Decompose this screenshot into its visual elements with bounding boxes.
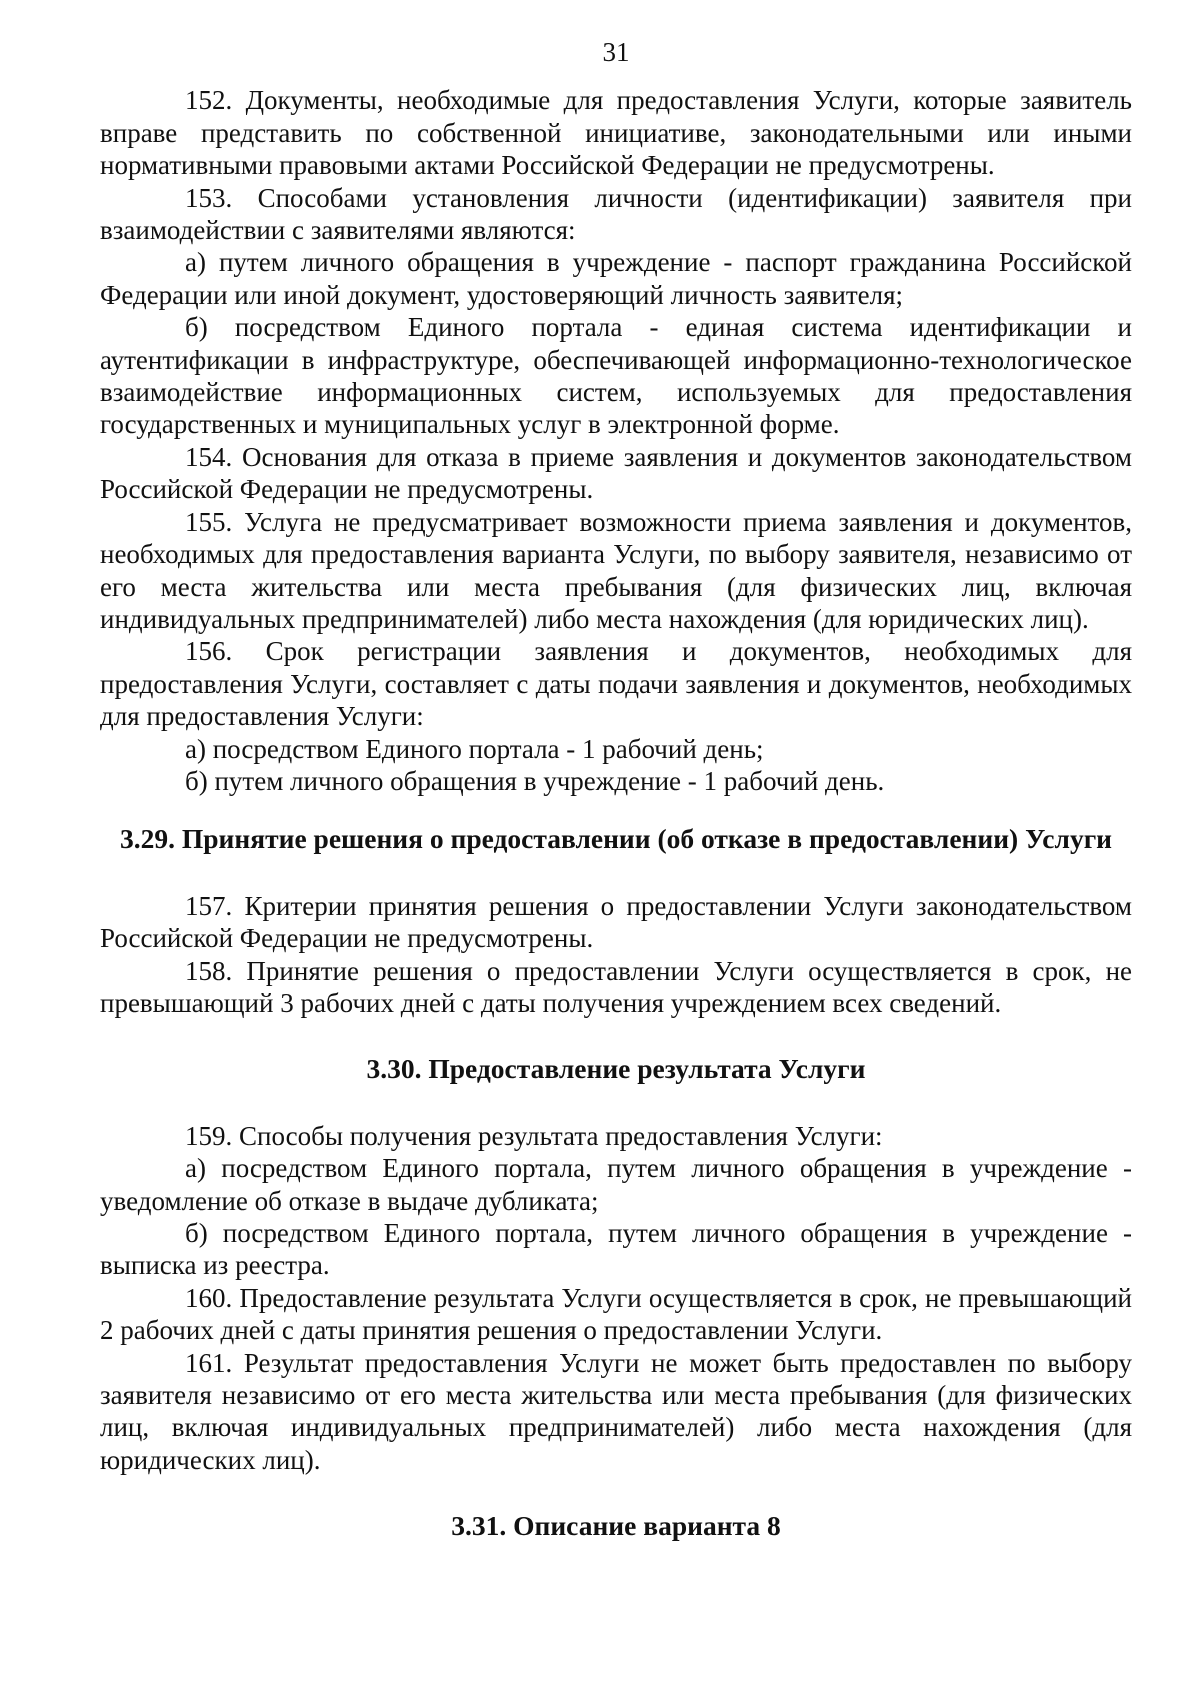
page-number: 31 <box>602 37 630 67</box>
section-heading-3-31: 3.31. Описание варианта 8 <box>451 1510 781 1542</box>
paragraph-156-a: а) посредством Единого портала - 1 рабочий день; <box>185 733 764 764</box>
paragraph-153-a: а) путем личного обращения в учреждение - паспорт гражданина Российской Федерации или иной документ, удостоверяющий личность заявителя; <box>100 247 1132 310</box>
paragraph-153-b: б) посредством Единого портала - единая система идентификации и аутентификации в инфраструктуре, обеспечивающей информационно-технологическое взаимодействие информационных систем, используемых для предоставления государственных и муниципальных услуг в электронной форме. <box>100 312 1132 440</box>
paragraph-152: 152. Документы, необходимые для предоставления Услуги, которые заявитель вправе представить по собственной инициативе, законодательными или иными нормативными правовыми актами Российской Федерации не предусмотрены. <box>100 85 1132 181</box>
paragraph-159-b: б) посредством Единого портала, путем личного обращения в учреждение - выписка из реестра. <box>100 1218 1132 1281</box>
section-heading-3-30: 3.30. Предоставление результата Услуги <box>366 1053 866 1085</box>
paragraph-156-b: б) путем личного обращения в учреждение - 1 рабочий день. <box>185 765 885 796</box>
section-heading-3-29: 3.29. Принятие решения о предоставлении (об отказе в предоставлении) Услуги <box>119 823 1113 855</box>
paragraph-157: 157. Критерии принятия решения о предоставлении Услуги законодательством Российской Федерации не предусмотрены. <box>100 890 1132 954</box>
paragraph-158: 158. Принятие решения о предоставлении Услуги осуществляется в срок, не превышающий 3 рабочих дней с даты получения учреждением всех сведений. <box>100 955 1132 1018</box>
paragraph-161: 161. Результат предоставления Услуги не может быть предоставлен по выбору заявителя независимо от его места жительства или места пребывания (для физических лиц, включая индивидуальных предпринимателей) либо места нахождения (для юридических лиц). <box>100 1347 1132 1475</box>
paragraph-153: 153. Способами установления личности (идентификации) заявителя при взаимодействии с заявителями являются: <box>100 182 1132 246</box>
document-page <box>100 36 1132 1543</box>
paragraph-159: 159. Способы получения результата предоставления Услуги: <box>185 1120 883 1151</box>
paragraph-154: 154. Основания для отказа в приеме заявления и документов законодательством Российской Федерации не предусмотрены. <box>100 441 1132 505</box>
paragraph-156: 156. Срок регистрации заявления и документов, необходимых для предоставления Услуги, составляет с даты подачи заявления и документов, необходимых для предоставления Услуги: <box>100 636 1132 732</box>
paragraph-155: 155. Услуга не предусматривает возможности приема заявления и документов, необходимых для предоставления варианта Услуги, по выбору заявителя, независимо от его места жительства или места пребывания (для физических лиц, включая индивидуальных предпринимателей) либо места нахождения (для юридических лиц). <box>100 506 1132 634</box>
paragraph-159-a: а) посредством Единого портала, путем личного обращения в учреждение - уведомление об отказе в выдаче дубликата; <box>100 1153 1132 1216</box>
paragraph-160: 160. Предоставление результата Услуги осуществляется в срок, не превышающий 2 рабочих дней с даты принятия решения о предоставлении Услуги. <box>100 1282 1132 1346</box>
